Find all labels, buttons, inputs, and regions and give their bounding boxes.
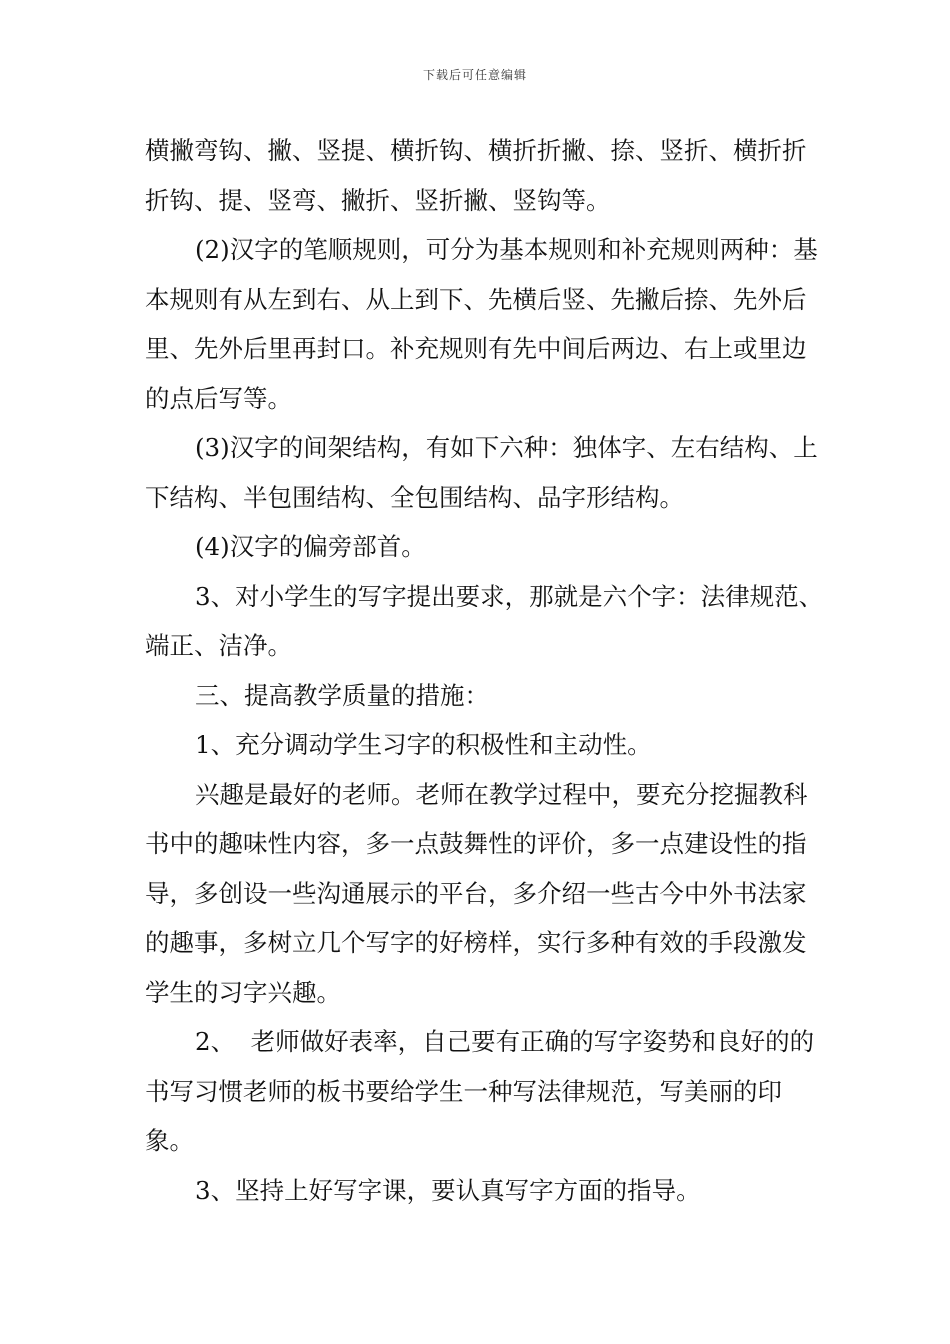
document-body [145, 126, 825, 1215]
paragraph-7: 1、充分调动学生习字的积极性和主动性。 [195, 730, 652, 759]
page-header: 下载后可任意编辑 [422, 68, 527, 82]
paragraph-5: 3、对小学生的写字提出要求，那就是六个字：法律规范、端正、洁净。 [145, 581, 824, 660]
paragraph-6: 三、提高教学质量的措施： [195, 680, 489, 710]
paragraph-8: 兴趣是最好的老师。老师在教学过程中，要充分挖掘教科书中的趣味性内容，多一点鼓舞性的评价，多一点建设性的指导，多创设一些沟通展示的平台，多介绍一些古今中外书法家的趣事，多树立几个写字的好榜样，实行多种有效的手段激发学生的习字兴趣。 [145, 779, 808, 1007]
paragraph-3: (3)汉字的间架结构，有如下六种：独体字、左右结构、上下结构、半包围结构、全包围结构、品字形结构。 [145, 433, 818, 512]
paragraph-4: (4)汉字的偏旁部首。 [195, 532, 426, 561]
paragraph-1: 横撇弯钩、撇、竖提、横折钩、横折折撇、捺、竖折、横折折折钩、提、竖弯、撇折、竖折撇、竖钩等。 [145, 136, 807, 215]
paragraph-9: 2、 老师做好表率，自己要有正确的写字姿势和良好的的书写习惯老师的板书要给学生一种写法律规范，写美丽的印象。 [145, 1027, 815, 1155]
paragraph-2: (2)汉字的笔顺规则，可分为基本规则和补充规则两种：基本规则有从左到右、从上到下、先横后竖、先撇后捺、先外后里、先外后里再封口。补充规则有先中间后两边、右上或里边的点后写等。 [145, 235, 818, 413]
paragraph-10: 3、坚持上好写字课，要认真写字方面的指导。 [195, 1175, 701, 1205]
